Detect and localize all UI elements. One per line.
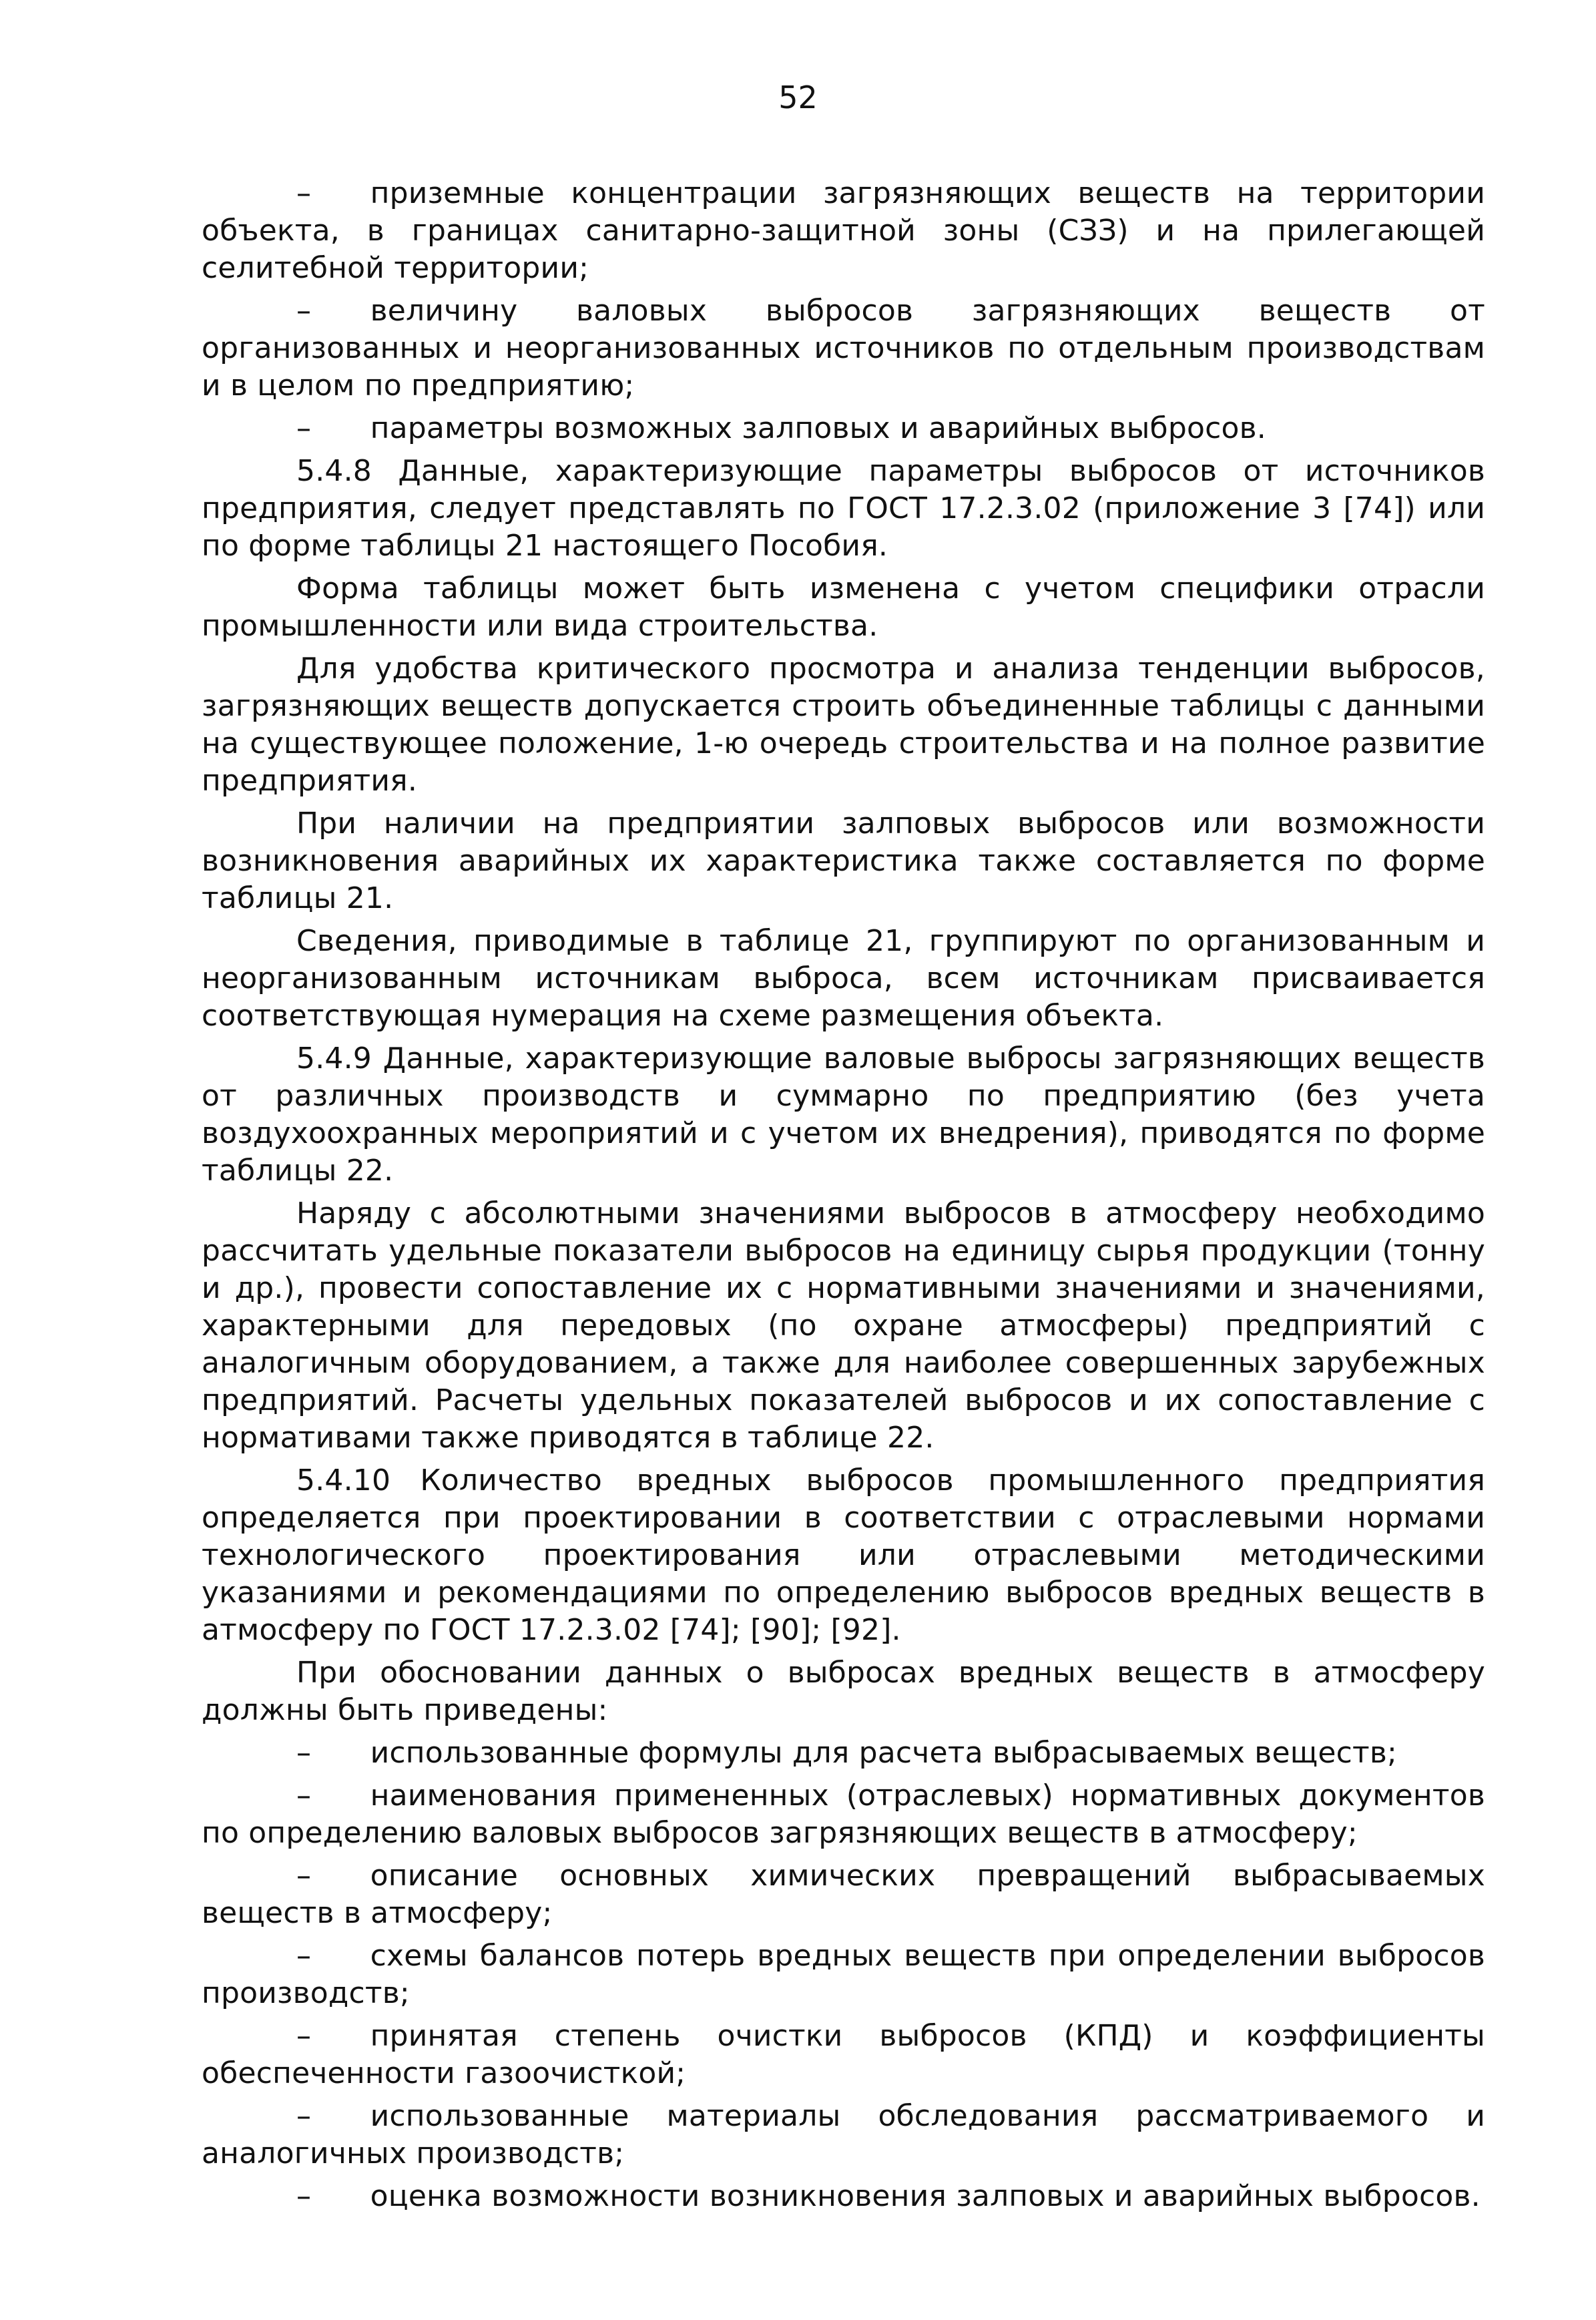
page-number: 52: [778, 79, 818, 115]
paragraph-5-4-10: 5.4.10 Количество вредных выбросов промышленного предприятия определяется при проектировании в соответствии с отраслевыми нормами технологического проектирования или отраслевыми методическими указаниями и рекомендациями по определению выбросов вредных веществ в атмосферу по ГОСТ 17.2.3.02 [74]; [90]; [92].: [202, 1463, 1485, 1647]
paragraph-emergency-emissions: При наличии на предприятии залповых выбросов или возможности возникновения аварийных их характеристика также составляется по форме таблицы 21.: [202, 806, 1485, 915]
paragraph-justification-intro: При обосновании данных о выбросах вредных веществ в атмосферу должны быть приведены:: [202, 1656, 1485, 1727]
paragraph-specific-emissions: Наряду с абсолютными значениями выбросов в атмосферу необходимо рассчитать удельные показатели выбросов на единицу сырья продукции (тонну и др.), провести сопоставление их с нормативными значениями и значениями, характерными для передовых (по охране атмосферы) предприятий с аналогичным оборудованием, а также для наиболее совершенных зарубежных предприятий. Расчеты удельных показателей выбросов и их сопоставление с нормативами также приводятся в таблице 22.: [202, 1196, 1485, 1455]
list-item-burst-emission-parameters: – параметры возможных залповых и аварийных выбросов.: [296, 411, 1266, 445]
list-item-survey-materials: – использованные материалы обследования рассматриваемого и аналогичных производств;: [202, 2099, 1485, 2170]
paragraph-combined-tables: Для удобства критического просмотра и анализа тенденции выбросов, загрязняющих веществ допускается строить объединенные таблицы с данными на существующее положение, 1-ю очередь строительства и на полное развитие предприятия.: [202, 652, 1485, 798]
list-item-cleaning-efficiency: – принятая степень очистки выбросов (КПД) и коэффициенты обеспеченности газоочисткой;: [202, 2019, 1485, 2090]
paragraph-table-21-grouping: Сведения, приводимые в таблице 21, группируют по организованным и неорганизованным источникам выброса, всем источникам присваивается соответствующая нумерация на схеме размещения объекта.: [202, 924, 1485, 1033]
paragraph-5-4-8: 5.4.8 Данные, характеризующие параметры выбросов от источников предприятия, следует представлять по ГОСТ 17.2.3.02 (приложение 3 [74]) или по форме таблицы 21 настоящего Пособия.: [202, 454, 1485, 563]
list-item-surface-concentrations: – приземные концентрации загрязняющих веществ на территории объекта, в границах санитарно-защитной зоны (СЗЗ) и на прилегающей селитебной территории;: [202, 176, 1485, 285]
list-item-emergency-assessment: – оценка возможности возникновения залповых и аварийных выбросов.: [296, 2179, 1481, 2213]
paragraph-table-form: Форма таблицы может быть изменена с учетом специфики отрасли промышленности или вида строительства.: [202, 571, 1485, 643]
paragraph-5-4-9: 5.4.9 Данные, характеризующие валовые выбросы загрязняющих веществ от различных производств и суммарно по предприятию (без учета воздухоохранных мероприятий и с учетом их внедрения), приводятся по форме таблицы 22.: [202, 1041, 1485, 1188]
list-item-formulas: – использованные формулы для расчета выбрасываемых веществ;: [296, 1736, 1398, 1770]
list-item-normative-documents: – наименования примененных (отраслевых) нормативных документов по определению валовых выбросов загрязняющих веществ в атмосферу;: [202, 1779, 1485, 1850]
list-item-loss-balance-schemes: – схемы балансов потерь вредных веществ при определении выбросов производств;: [202, 1939, 1485, 2010]
list-item-gross-emissions: – величину валовых выбросов загрязняющих веществ от организованных и неорганизованных источников по отдельным производствам и в целом по предприятию;: [202, 294, 1485, 403]
list-item-chemical-transformations: – описание основных химических превращений выбрасываемых веществ в атмосферу;: [202, 1859, 1485, 1930]
page-body: [202, 175, 1485, 2221]
